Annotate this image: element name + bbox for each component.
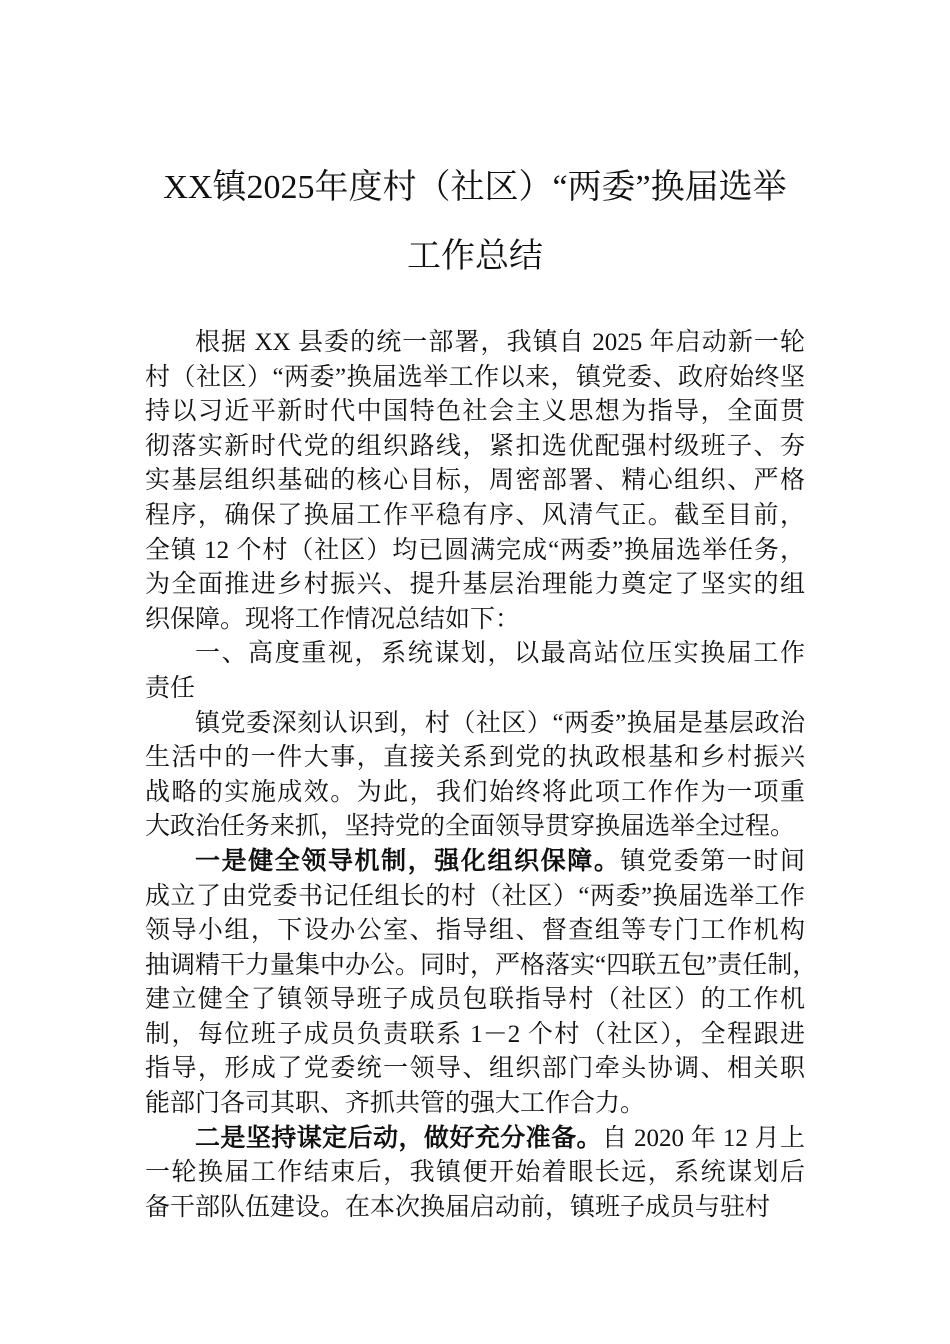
line-text: 领导小组，下设办公室、指导组、督查组等专门工作机构 [145, 917, 805, 945]
line-text: 能部门各司其职、齐抓共管的强大工作合力。 [145, 1090, 646, 1118]
text-line [145, 430, 805, 465]
bold-lead-sentence: 二是坚持谋定后动，做好充分准备。 [195, 1124, 602, 1152]
line-text: 为全面推进乡村振兴、提升基层治理能力奠定了坚实的组 [145, 571, 805, 599]
line-text: 村（社区）“两委”换届选举工作以来，镇党委、政府始终坚 [145, 363, 805, 391]
line-text: 抽调精干力量集中办公。同时，严格落实“四联五包”责任制， [145, 951, 818, 979]
text-line [145, 672, 805, 707]
paragraph [145, 845, 818, 1122]
text-line [145, 1052, 805, 1087]
document-title-line-1: XX镇2025年度村（社区）“两委”换届选举 [163, 169, 787, 206]
bold-lead-sentence: 一是健全领导机制，强化组织保障。 [195, 847, 621, 875]
line-text: 镇党委第一时间 [620, 847, 805, 875]
text-line [145, 983, 805, 1018]
text-line [145, 568, 805, 603]
text-line [145, 707, 805, 742]
line-text: 建立健全了镇领导班子成员包联指导村（社区）的工作机 [145, 986, 805, 1014]
line-text: 指导，形成了党委统一领导、组织部门牵头协调、相关职 [145, 1055, 805, 1083]
line-text: 责任 [145, 674, 196, 702]
text-line [145, 880, 805, 915]
line-text: 大政治任务来抓，坚持党的全面领导贯穿换届选举全过程。 [145, 813, 796, 841]
line-text: 彻落实新时代党的组织路线，紧扣选优配强村级班子、夯 [145, 432, 805, 460]
document-body [145, 326, 818, 1225]
line-text: 成立了由党委书记任组长的村（社区）“两委”换届选举工作 [145, 882, 805, 910]
text-line [145, 326, 805, 361]
text-line [145, 741, 805, 776]
text-line [145, 914, 805, 949]
section-heading [145, 637, 805, 706]
line-text: 备干部队伍建设。在本次换届启动前，镇班子成员与驻村 [145, 1193, 771, 1221]
line-text: 自 2020 年 12 月上 [601, 1124, 805, 1152]
text-line [145, 603, 805, 638]
text-line [145, 1191, 805, 1226]
text-line [145, 361, 805, 396]
text-line [145, 499, 805, 534]
line-text: 一轮换届工作结束后，我镇便开始着眼长远，系统谋划后 [145, 1159, 805, 1187]
paragraph [145, 707, 805, 845]
line-text: 生活中的一件大事，直接关系到党的执政根基和乡村振兴 [145, 744, 805, 772]
line-text: 织保障。现将工作情况总结如下： [145, 605, 521, 633]
line-text: 持以习近平新时代中国特色社会主义思想为指导，全面贯 [145, 398, 805, 426]
document-title-line-2: 工作总结 [407, 238, 543, 275]
line-text: 实基层组织基础的核心目标，周密部署、精心组织、严格 [145, 467, 805, 495]
text-line [145, 949, 818, 984]
line-text: 程序，确保了换届工作平稳有序、风清气正。截至目前， [145, 501, 805, 529]
line-text: 制，每位班子成员负责联系 1－2 个村（社区），全程跟进 [145, 1020, 805, 1048]
text-line [145, 534, 805, 569]
text-line [145, 1156, 805, 1191]
text-line [145, 464, 805, 499]
text-line [145, 1122, 805, 1157]
paragraph [145, 1122, 805, 1226]
paragraph [145, 326, 805, 637]
line-text: 根据 XX 县委的统一部署，我镇自 2025 年启动新一轮 [195, 329, 805, 356]
text-line [145, 1087, 805, 1122]
text-line [145, 776, 805, 811]
line-text: 全镇 12 个村（社区）均已圆满完成“两委”换届选举任务， [145, 536, 805, 564]
text-line [145, 395, 805, 430]
text-line [145, 637, 805, 672]
line-text: 镇党委深刻认识到，村（社区）“两委”换届是基层政治 [195, 709, 805, 737]
line-text: 战略的实施成效。为此，我们始终将此项工作作为一项重 [145, 778, 805, 806]
text-line [145, 810, 805, 845]
text-line [145, 845, 805, 880]
line-text: 一、高度重视，系统谋划，以最高站位压实换届工作 [195, 640, 805, 668]
text-line [145, 1018, 805, 1053]
